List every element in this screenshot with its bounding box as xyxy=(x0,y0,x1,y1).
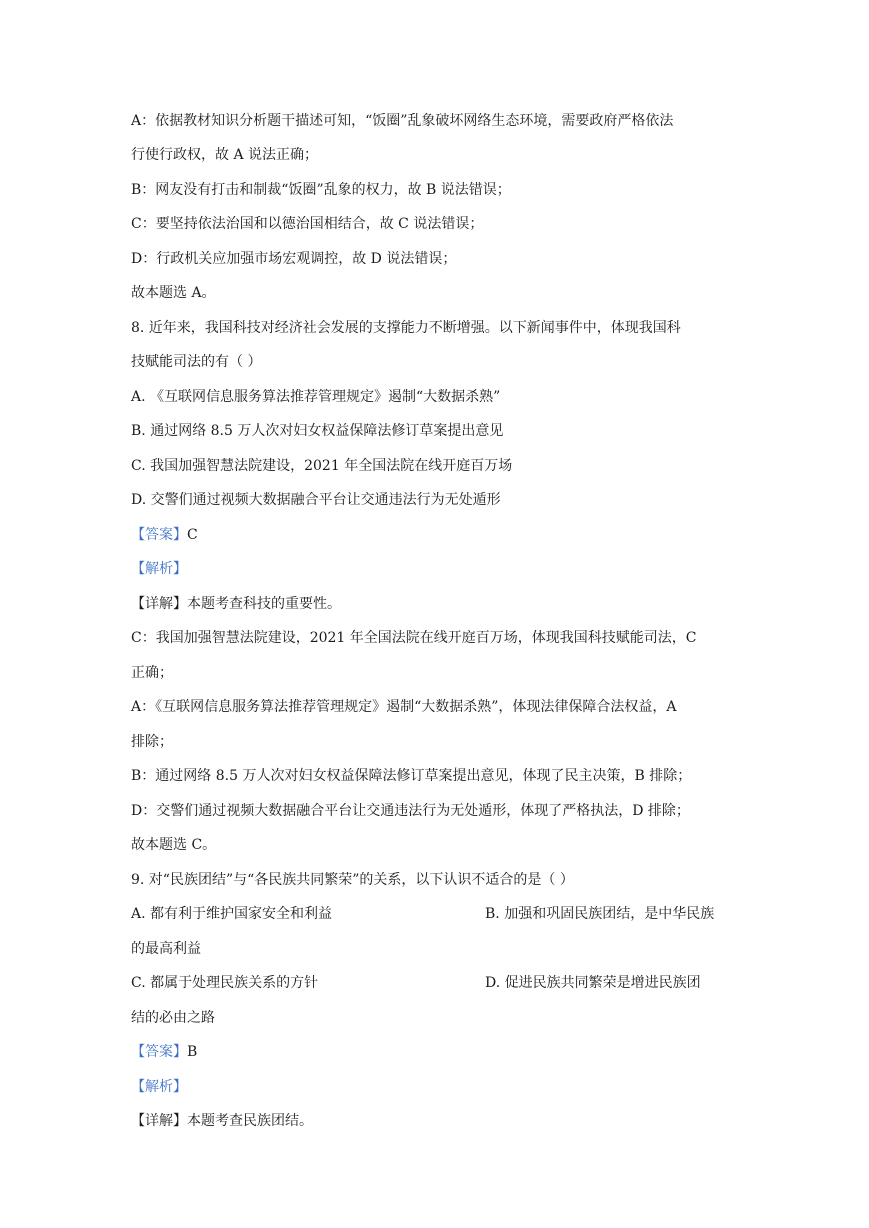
q8-answer xyxy=(131,525,198,545)
q9-option-a: A. 都有利于维护国家安全和利益 xyxy=(131,906,333,922)
q8-explain-a-line1: A：《互联网信息服务算法推荐管理规定》遏制“大数据杀熟”，体现法律保障合法权益，A xyxy=(131,699,677,715)
answer-label: 【答案】 xyxy=(131,527,187,543)
q8-explain-b: B：通过网络 8.5 万人次对妇女权益保障法修订草案提出意见，体现了民主决策，B 排除； xyxy=(131,768,692,784)
detail-label: 【详解】 xyxy=(131,1113,187,1129)
q8-explain-a-line2: 排除； xyxy=(131,734,173,750)
q8-explain-c-line1: C：我国加强智慧法院建设，2021 年全国法院在线开庭百万场，体现我国科技赋能司法，C xyxy=(131,630,697,646)
q9-detail xyxy=(131,1111,313,1131)
q9-option-b-line2: 的最高利益 xyxy=(131,941,201,957)
q7-analysis-b: B：网友没有打击和制裁“饭圈”乱象的权力，故 B 说法错误； xyxy=(131,182,511,198)
q9-option-d-line1: D. 促进民族共同繁荣是增进民族团 xyxy=(485,975,701,991)
q8-option-b: B. 通过网络 8.5 万人次对妇女权益保障法修订草案提出意见 xyxy=(131,423,504,439)
q9-option-d-line2: 结的必由之路 xyxy=(131,1010,215,1026)
q8-jiexi-label: 【解析】 xyxy=(131,561,187,577)
q9-option-c: C. 都属于处理民族关系的方针 xyxy=(131,975,319,991)
q7-analysis-c: C：要坚持依法治国和以德治国相结合，故 C 说法错误； xyxy=(131,216,484,232)
q7-conclusion: 故本题选 A。 xyxy=(131,285,216,301)
q8-option-a: A. 《互联网信息服务算法推荐管理规定》遏制“大数据杀熟” xyxy=(131,389,501,405)
answer-label: 【答案】 xyxy=(131,1044,187,1060)
q9-answer xyxy=(131,1042,197,1062)
q9-option-b-line1: B. 加强和巩固民族团结，是中华民族 xyxy=(485,906,715,922)
q7-analysis-a-line2: 行使行政权，故 A 说法正确； xyxy=(131,147,319,163)
answer-value: C xyxy=(187,527,198,543)
detail-label: 【详解】 xyxy=(131,596,187,612)
detail-text: 本题考查科技的重要性。 xyxy=(187,596,341,612)
q8-explain-c-line2: 正确； xyxy=(131,665,173,681)
q8-option-d: D. 交警们通过视频大数据融合平台让交通违法行为无处遁形 xyxy=(131,492,501,508)
q7-analysis-d: D：行政机关应加强市场宏观调控，故 D 说法错误； xyxy=(131,251,457,267)
q7-analysis-a-line1: A：依据教材知识分析题干描述可知，“饭圈”乱象破坏网络生态环境，需要政府严格依法 xyxy=(131,113,674,129)
q8-option-c: C. 我国加强智慧法院建设，2021 年全国法院在线开庭百万场 xyxy=(131,458,513,474)
q8-stem-line1: 8. 近年来，我国科技对经济社会发展的支撑能力不断增强。以下新闻事件中，体现我国科 xyxy=(131,320,681,336)
q8-conclusion: 故本题选 C。 xyxy=(131,837,217,853)
q9-stem: 9. 对“民族团结”与“各民族共同繁荣”的关系，以下认识不适合的是（ ） xyxy=(131,872,574,888)
q8-explain-d: D：交警们通过视频大数据融合平台让交通违法行为无处遁形，体现了严格执法，D 排除； xyxy=(131,803,690,819)
q9-jiexi-label: 【解析】 xyxy=(131,1079,187,1095)
q8-stem-line2: 技赋能司法的有（ ） xyxy=(131,354,262,370)
detail-text: 本题考查民族团结。 xyxy=(187,1113,313,1129)
q8-detail xyxy=(131,594,341,614)
answer-value: B xyxy=(187,1044,198,1060)
